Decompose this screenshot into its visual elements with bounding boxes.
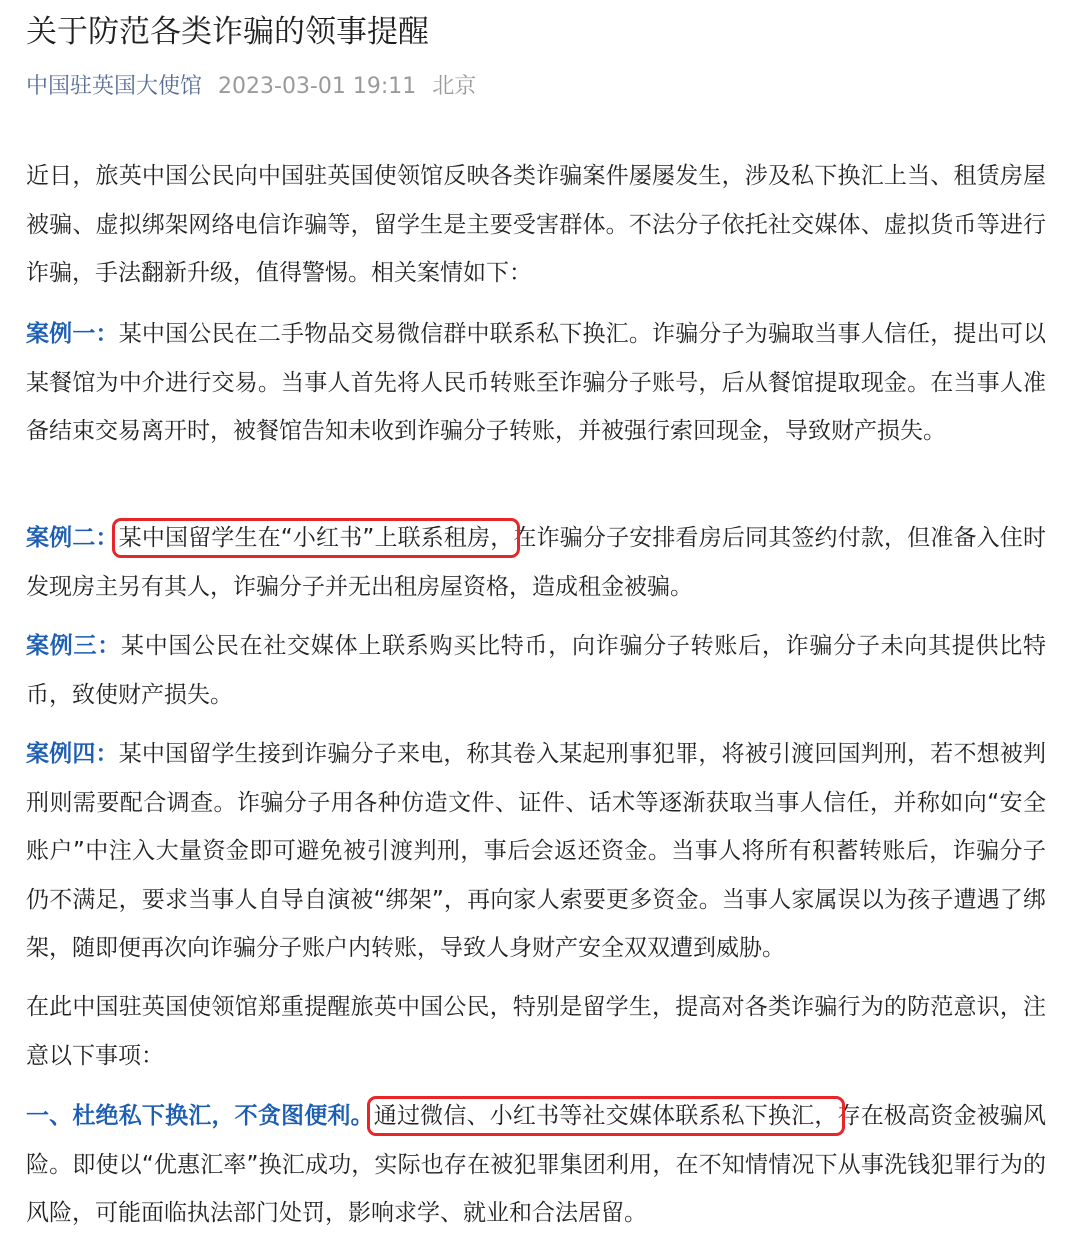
case-3-text: 某中国公民在社交媒体上联系购买比特币，向诈骗分子转账后，诈骗分子未向其提供比特币，致使财产损失。	[26, 633, 1047, 708]
case-3-label: 案例三：	[26, 633, 121, 659]
case-4-paragraph	[26, 730, 1046, 973]
item-1-highlight: 通过微信、小红书等社交媒体联系私下换汇，	[373, 1103, 838, 1129]
case-2-highlight: 某中国留学生在“小红书”上联系租房，	[118, 525, 514, 551]
article-meta	[26, 70, 476, 104]
source-link[interactable]: 中国驻英国大使馆	[26, 74, 203, 99]
case-1-text: 某中国公民在二手物品交易微信群中联系私下换汇。诈骗分子为骗取当事人信任，提出可以某餐馆为中介进行交易。当事人首先将人民币转账至诈骗分子账号，后从餐馆提取现金。在当事人准备结束交易离开时，被餐馆告知未收到诈骗分子转账，并被强行索回现金，导致财产损失。	[26, 321, 1047, 444]
case-2-paragraph	[26, 514, 1046, 611]
item-1-label: 一、杜绝私下换汇，不贪图便利。	[26, 1103, 374, 1129]
case-1-paragraph	[26, 310, 1046, 456]
reminder-paragraph: 在此中国驻英国使领馆郑重提醒旅英中国公民，特别是留学生，提高对各类诈骗行为的防范意识，注意以下事项：	[26, 994, 1046, 1069]
publish-date: 2023-03-01 19:11	[218, 74, 417, 99]
case-2-text: 在诈骗分子安排看房后同其签约付款，但准备入住时发现房主另有其人，诈骗分子并无出租房屋资格，造成租金被骗。	[26, 525, 1047, 600]
article-title: 关于防范各类诈骗的领事提醒	[26, 14, 429, 50]
publish-location: 北京	[432, 74, 477, 99]
case-4-text: 某中国留学生接到诈骗分子来电，称其卷入某起刑事犯罪，将被引渡回国判刑，若不想被判刑则需要配合调查。诈骗分子用各种仿造文件、证件、话术等逐渐获取当事人信任，并称如向“安全账户”中注入大量资金即可避免被引渡判刑，事后会返还资金。当事人将所有积蓄转账后，诈骗分子仍不满足，要求当事人自导自演被“绑架”，再向家人索要更多资金。当事人家属误以为孩子遭遇了绑架，随即便再次向诈骗分子账户内转账，导致人身财产安全双双遭到威胁。	[26, 741, 1047, 961]
case-1-label: 案例一：	[26, 321, 119, 347]
intro-paragraph: 近日，旅英中国公民向中国驻英国使领馆反映各类诈骗案件屡屡发生，涉及私下换汇上当、租赁房屋被骗、虚拟绑架网络电信诈骗等，留学生是主要受害群体。不法分子依托社交媒体、虚拟货币等进行诈骗，手法翻新升级，值得警惕。相关案情如下：	[26, 163, 1046, 286]
case-4-label: 案例四：	[26, 741, 119, 767]
case-2-label: 案例二：	[26, 525, 119, 551]
item-1-text: 存在极高资金被骗风险。即使以“优惠汇率”换汇成功，实际也存在被犯罪集团利用，在不知情情况下从事洗钱犯罪行为的风险，可能面临执法部门处罚，影响求学、就业和合法居留。	[26, 1103, 1047, 1226]
item-1-paragraph	[26, 1092, 1046, 1238]
case-3-paragraph	[26, 622, 1046, 719]
